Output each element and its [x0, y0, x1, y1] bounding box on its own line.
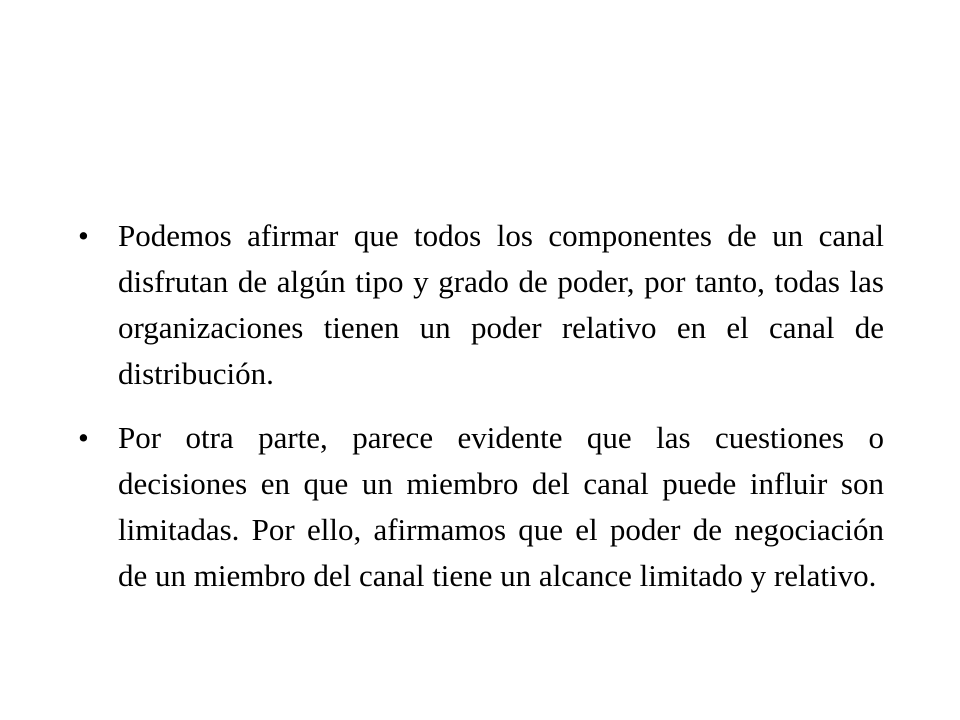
- bullet-icon: •: [78, 218, 89, 253]
- bullet-list: [78, 213, 884, 617]
- bullet-text-1: Podemos afirmar que todos los componentes de un canal disfrutan de algún tipo y grado de poder, por tanto, todas las organizaciones tienen un poder relativo en el canal de distribución.: [118, 218, 884, 391]
- bullet-item-2: [78, 415, 884, 599]
- bullet-item-1: [78, 213, 884, 397]
- bullet-icon: •: [78, 420, 89, 455]
- bullet-text-2: Por otra parte, parece evidente que las cuestiones o decisiones en que un miembro del canal puede influir son limitadas. Por ello, afirmamos que el poder de negociación de un miembro del canal tiene un alcance limitado y relativo.: [118, 420, 884, 593]
